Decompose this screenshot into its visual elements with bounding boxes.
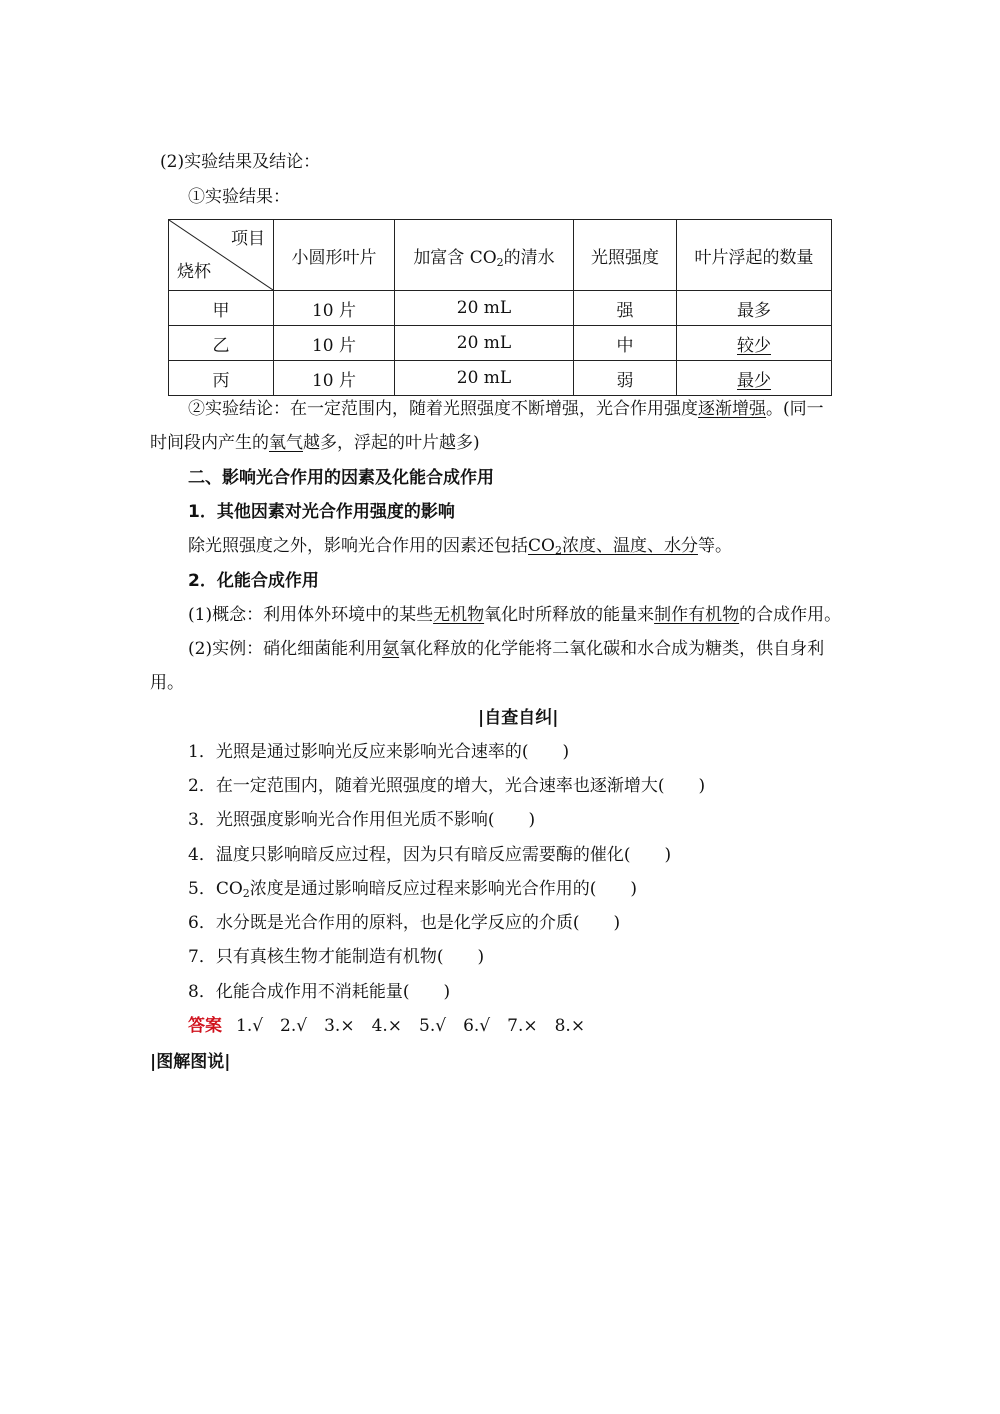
item5-post: 浓度是通过影响暗反应过程来影响光合作用的( ) xyxy=(249,879,638,899)
concept-underlined-1: 无机物 xyxy=(433,605,485,625)
cell-count xyxy=(677,361,832,396)
header-leaves: 小圆形叶片 xyxy=(274,220,395,291)
header-count: 叶片浮起的数量 xyxy=(677,220,832,291)
cell-count: 最多 xyxy=(677,291,832,326)
cell-water: 20 mL xyxy=(395,361,574,396)
conclusion-text: ②实验结论：在一定范围内，随着光照强度不断增强，光合作用强度 xyxy=(188,399,698,419)
example-line-2: 用。 xyxy=(150,673,184,693)
cell-beaker: 乙 xyxy=(169,326,274,361)
count-underlined: 最少 xyxy=(737,370,771,391)
table-header-row xyxy=(169,220,832,291)
conclusion-text-end: 。(同一 xyxy=(766,399,824,419)
answer-label: 答案 xyxy=(188,1016,222,1036)
count-underlined: 较少 xyxy=(737,335,771,356)
example-text-post: 氧化释放的化学能将二氧化碳和水合成为糖类，供自身利 xyxy=(399,639,825,659)
section2-title: 二、影响光合作用的因素及化能合成作用 xyxy=(188,468,494,488)
cell-leaves: 10 片 xyxy=(274,361,395,396)
factors-co-sub: 2 xyxy=(554,544,562,557)
header-light: 光照强度 xyxy=(574,220,677,291)
conclusion-underlined: 逐渐增强 xyxy=(698,399,766,419)
results-heading: (2)实验结果及结论： xyxy=(160,152,321,172)
table-row xyxy=(169,326,832,361)
factors-co: CO xyxy=(528,536,555,556)
subsection1-title: 1．其他因素对光合作用强度的影响 xyxy=(188,502,455,522)
header-water-post: 的清水 xyxy=(503,247,555,268)
example-text: (2)实例：硝化细菌能利用 xyxy=(188,639,383,659)
header-water-pre: 加富含 CO xyxy=(413,247,497,268)
answer-line xyxy=(188,1014,585,1038)
cell-light: 弱 xyxy=(574,361,677,396)
self-check-item: 2．在一定范围内，随着光照强度的增大，光合速率也逐渐增大( ) xyxy=(188,776,706,796)
factors-text: 除光照强度之外，影响光合作用的因素还包括 xyxy=(188,536,528,556)
self-check-item xyxy=(188,877,637,901)
self-check-item: 7．只有真核生物才能制造有机物( ) xyxy=(188,947,485,967)
cell-beaker: 甲 xyxy=(169,291,274,326)
diagram-section-title: |图解图说| xyxy=(150,1052,231,1072)
factors-end: 等。 xyxy=(697,536,732,556)
self-check-item: 6．水分既是光合作用的原料，也是化学反应的介质( ) xyxy=(188,913,621,933)
item5-sub: 2 xyxy=(242,887,250,900)
example-underlined: 氨 xyxy=(382,639,400,659)
concept-text-mid: 氧化时所释放的能量来 xyxy=(484,605,655,625)
self-check-item: 8．化能合成作用不消耗能量( ) xyxy=(188,982,451,1002)
cell-water: 20 mL xyxy=(395,326,574,361)
concept-text: (1)概念：利用体外环境中的某些 xyxy=(188,605,434,625)
concept-underlined-2: 制作有机物 xyxy=(654,605,740,625)
corner-label-item: 项目 xyxy=(231,229,265,249)
cell-leaves: 10 片 xyxy=(274,291,395,326)
factors-rest: 浓度、温度、水分 xyxy=(561,536,698,556)
table-row xyxy=(169,361,832,396)
concept-line xyxy=(188,603,841,627)
self-check-item: 1．光照是通过影响光反应来影响光合速率的( ) xyxy=(188,742,570,762)
conclusion-line-1 xyxy=(188,397,824,421)
header-water xyxy=(395,220,574,291)
cell-water: 20 mL xyxy=(395,291,574,326)
corner-label-beaker: 烧杯 xyxy=(177,262,211,282)
self-check-title: |自查自纠| xyxy=(478,708,559,728)
subsection1-text xyxy=(188,534,732,558)
conclusion-line-2 xyxy=(150,431,480,455)
cell-leaves: 10 片 xyxy=(274,326,395,361)
subsection2-title: 2．化能合成作用 xyxy=(188,571,319,591)
cell-light: 强 xyxy=(574,291,677,326)
header-water-sub: 2 xyxy=(496,255,504,269)
experiment-table xyxy=(168,219,832,396)
conclusion-text-end: 越多，浮起的叶片越多) xyxy=(303,433,480,453)
example-line-1 xyxy=(188,637,824,661)
concept-text-end: 的合成作用。 xyxy=(739,605,842,625)
cell-count xyxy=(677,326,832,361)
cell-light: 中 xyxy=(574,326,677,361)
cell-beaker: 丙 xyxy=(169,361,274,396)
table-corner-cell xyxy=(169,220,274,291)
answer-values: 1.√ 2.√ 3.× 4.× 5.√ 6.√ 7.× 8.× xyxy=(236,1016,586,1036)
conclusion-underlined: 氧气 xyxy=(269,433,303,453)
table-row xyxy=(169,291,832,326)
factors-underlined xyxy=(528,536,698,556)
results-subheading: ①实验结果： xyxy=(188,187,290,207)
self-check-item: 3．光照强度影响光合作用但光质不影响( ) xyxy=(188,810,536,830)
self-check-item: 4．温度只影响暗反应过程，因为只有暗反应需要酶的催化( ) xyxy=(188,845,672,865)
item5-pre: 5．CO xyxy=(188,879,243,899)
conclusion-text: 时间段内产生的 xyxy=(150,433,269,453)
